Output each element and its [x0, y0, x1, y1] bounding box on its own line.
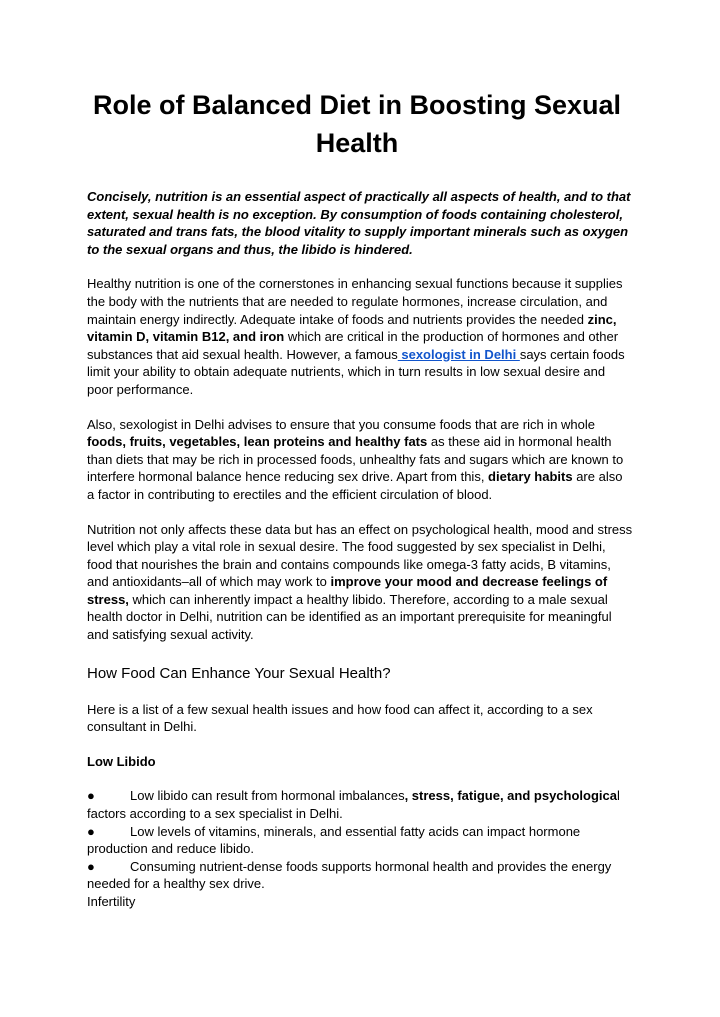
paragraph-text: Healthy nutrition is one of the cornerstones in enhancing sexual functions because it supplies the body with the nutrients that are needed to regulate hormones, increase circulation, and maintain energy indirectly. Adequate intake of foods and nutrients provides the needed — [87, 276, 623, 327]
paragraph-list-intro: Here is a list of a few sexual health issues and how food can affect it, according to a sex consultant in Delhi. — [87, 701, 593, 735]
paragraph-text: Nutrition not only affects these data but has an effect on psychological health, mood and stress level which play a vital role in sexual desire. The food suggested by sex specialist in Delhi, food that nourishes the brain and contains compounds like omega-3 fatty acids, B vitamins, and antioxidants–all of which may work to — [87, 521, 633, 590]
bullet-list — [87, 787, 633, 893]
section-heading: How Food Can Enhance Your Sexual Health? — [87, 664, 391, 682]
intro-paragraph: Concisely, nutrition is an essential aspect of practically all aspects of health, and to that extent, sexual health is no exception. By consumption of foods containing cholesterol, saturated and trans fats, the blood vitality to supply important minerals such as oxygen to the sexual organs and thus, the libido is hindered. — [87, 189, 631, 257]
paragraph-text: which are critical in the production of hormones and other substances that aid sexual health. However, a famous — [87, 329, 619, 362]
paragraph-nutrition — [87, 275, 633, 398]
bold-foods: foods, fruits, vegetables, lean proteins and healthy fats — [87, 434, 428, 450]
list-item-text: Consuming nutrient-dense foods supports hormonal health and provides the energy needed for a healthy sex drive. — [87, 858, 612, 892]
list-item-text: Low levels of vitamins, minerals, and essential fatty acids can impact hormone production and reduce libido. — [87, 823, 581, 857]
list-item-text: l factors according to a sex specialist in Delhi. — [87, 788, 620, 822]
paragraph-text: Also, sexologist in Delhi advises to ensure that you consume foods that are rich in whole — [87, 416, 595, 432]
paragraph-text: which can inherently impact a healthy libido. Therefore, according to a male sexual health doctor in Delhi, nutrition can be identified as an important prerequisite for meaningful and satisfying sexual activity. — [87, 591, 612, 643]
bullet-icon: ● — [87, 823, 95, 839]
paragraph-text: says certain foods limit your ability to obtain adequate nutrients, which in turn results in low sexual desire and poor performance. — [87, 346, 625, 397]
bullet-icon: ● — [87, 788, 95, 804]
paragraph-whole-foods — [87, 416, 633, 504]
low-libido-heading: Low Libido — [87, 753, 156, 769]
paragraph-text: as these aid in hormonal health than diets that may be rich in processed foods, unhealthy fats and sugars which are known to interfere hormonal balance hence reducing sex drive. Apart from this, — [87, 434, 624, 485]
bullet-icon: ● — [87, 858, 95, 874]
list-item-text: Low libido can result from hormonal imbalances — [130, 788, 405, 804]
list-item-bold: , stress, fatigue, and psychologica — [404, 788, 617, 804]
paragraph-psychological — [87, 521, 633, 644]
list-item — [87, 823, 633, 858]
bold-mood: improve your mood and decrease feelings of stress, — [87, 574, 608, 607]
sexologist-link[interactable]: sexologist in Delhi — [397, 346, 520, 362]
infertility-label: Infertility — [87, 894, 136, 909]
bold-dietary-habits: dietary habits — [488, 469, 573, 485]
paragraph-text: are also a factor in contributing to erectiles and the efficient circulation of blood. — [87, 469, 623, 502]
list-item — [87, 858, 633, 893]
page-title: Role of Balanced Diet in Boosting Sexual Health — [92, 90, 622, 158]
list-item — [87, 787, 633, 822]
bold-nutrients: zinc, vitamin D, vitamin B12, and iron — [87, 311, 617, 345]
